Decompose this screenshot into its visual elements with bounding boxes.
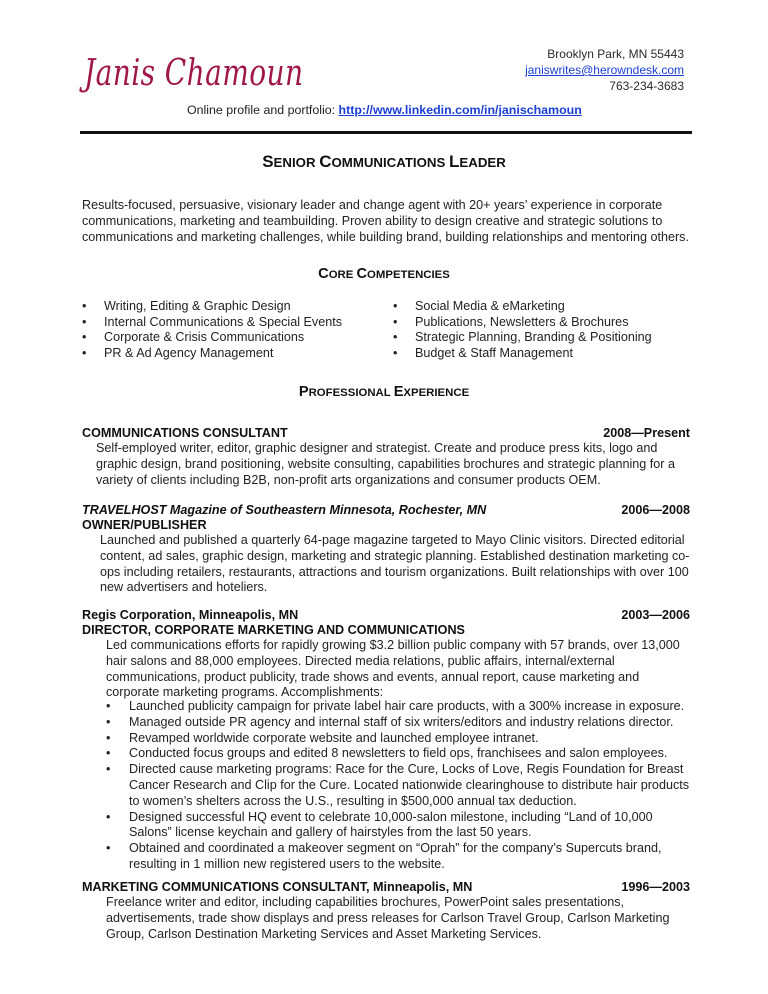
list-item: • Directed cause marketing programs: Race for the Cure, Locks of Love, Regis Foundation for Breast Cancer Research and Clip for the Cure. Located nationwide clearinghouse to distribute hair products to women’s shelters across the U.S., resulting in $500,000 annual tax deduction.: [106, 762, 694, 809]
list-item: • Writing, Editing & Graphic Design: [82, 299, 382, 315]
list-item: • PR & Ad Agency Management: [82, 346, 382, 362]
list-item: • Strategic Planning, Branding & Positioning: [393, 330, 693, 346]
address-line: Brooklyn Park, MN 55443: [547, 47, 684, 61]
list-item: • Managed outside PR agency and internal staff of six writers/editors and industry relations director.: [106, 715, 694, 731]
competencies-left-list: [82, 299, 382, 361]
contact-block: [525, 46, 684, 94]
job1-title: COMMUNICATIONS CONSULTANT: [82, 426, 288, 440]
job2-description: Launched and published a quarterly 64-page magazine targeted to Mayo Clinic visitors. Directed editorial content, ad sales, graphic design, marketing and strategic planning. Established destination marketing co-ops including retailers, restaurants, attractions and tourism organizations. Built relationships with over 100 new advertisers and hoteliers.: [100, 533, 690, 595]
list-item: • Obtained and coordinated a makeover segment on “Oprah” for the company’s Supercuts brand, resulting in 1 million new registered users to the website.: [106, 841, 694, 873]
name-signature: Janis Chamoun: [84, 53, 304, 94]
list-item: • Revamped worldwide corporate website and launched employee intranet.: [106, 731, 694, 747]
job4-header: [82, 880, 690, 894]
job4-dates: 1996—2003: [621, 880, 690, 894]
list-item: • Internal Communications & Special Events: [82, 315, 382, 331]
job2-org: TRAVELHOST Magazine of Southeastern Minnesota, Rochester, MN: [82, 503, 487, 517]
job2-dates: 2006—2008: [621, 503, 690, 517]
summary-paragraph: Results-focused, persuasive, visionary leader and change agent with 20+ years’ experience in corporate communications, marketing and teambuilding. Proven ability to design creative and strategic solutions to communications and marketing challenges, while building brand, building relationships and mentoring others.: [82, 198, 689, 245]
portfolio-line: [187, 103, 582, 117]
job4-description: Freelance writer and editor, including capabilities brochures, PowerPoint sales presentations, advertisements, trade show displays and press releases for Carlson Travel Group, Carlson Marketing Group, Carlson Destination Marketing Services and Asset Marketing Services.: [106, 895, 670, 941]
portfolio-link[interactable]: http://www.linkedin.com/in/janischamoun: [338, 103, 582, 117]
portfolio-label: Online profile and portfolio:: [187, 103, 336, 117]
email-link[interactable]: janiswrites@herowndesk.com: [525, 63, 684, 77]
list-item: • Social Media & eMarketing: [393, 299, 693, 315]
list-item: • Conducted focus groups and edited 8 newsletters to field ops, franchisees and salon employees.: [106, 746, 694, 762]
job2-header: [82, 503, 690, 517]
list-item: • Launched publicity campaign for private label hair care products, with a 300% increase in exposure.: [106, 699, 694, 715]
header-divider: [80, 131, 692, 134]
job1-header: [82, 426, 690, 440]
competencies-heading: CORE COMPETENCIES: [318, 266, 450, 282]
job2-title: OWNER/PUBLISHER: [82, 518, 207, 532]
job4-title: MARKETING COMMUNICATIONS CONSULTANT, Minneapolis, MN: [82, 880, 473, 894]
job3-header: [82, 608, 690, 622]
list-item: • Designed successful HQ event to celebrate 10,000-salon milestone, including “Land of 10,000 Salons” license keychain and gallery of hairstyles from the last 50 years.: [106, 810, 694, 842]
job3-description: Led communications efforts for rapidly growing $3.2 billion public company with 57 brands, over 13,000 hair salons and 88,000 employees. Directed media relations, public affairs, internal/external communications, product publicity, trade shows and events, annual report, cause marketing and corporate marketing programs. Accomplishments:: [106, 638, 680, 700]
job1-description: Self-employed writer, editor, graphic designer and strategist. Create and produce press kits, logo and graphic design, brand positioning, website consulting, capabilities brochures and strategic planning for a variety of clients including B2B, non-profit arts organizations and consumer products OEM.: [96, 441, 675, 487]
job3-accomplishments: [106, 699, 694, 873]
resume-title: SENIOR COMMUNICATIONS LEADER: [262, 152, 506, 171]
experience-heading: PROFESSIONAL EXPERIENCE: [298, 384, 470, 400]
list-item: • Publications, Newsletters & Brochures: [393, 315, 693, 331]
list-item: • Corporate & Crisis Communications: [82, 330, 382, 346]
job1-dates: 2008—Present: [603, 426, 690, 440]
competencies-right-list: [393, 299, 693, 361]
job3-dates: 2003—2006: [621, 608, 690, 622]
job3-org: Regis Corporation, Minneapolis, MN: [82, 608, 299, 622]
job3-title: DIRECTOR, CORPORATE MARKETING AND COMMUNICATIONS: [82, 623, 465, 637]
list-item: • Budget & Staff Management: [393, 346, 693, 362]
phone-line: 763-234-3683: [609, 79, 684, 93]
